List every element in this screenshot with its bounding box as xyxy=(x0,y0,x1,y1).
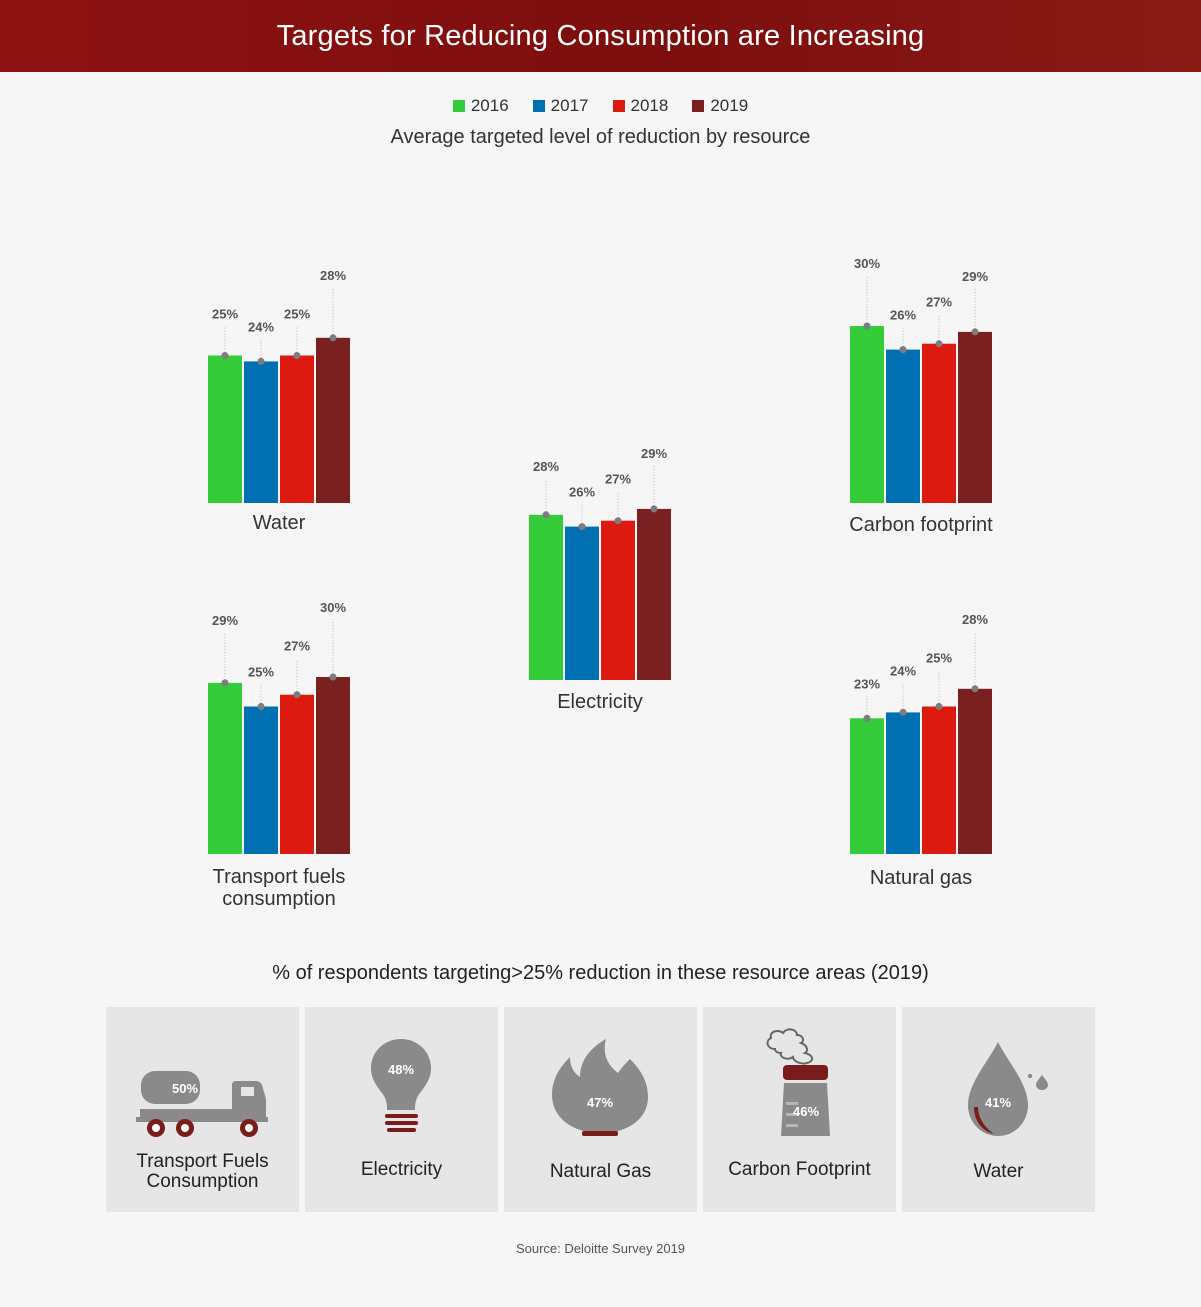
data-label: 28% xyxy=(532,458,560,474)
tile-carbon-footprint xyxy=(703,1007,896,1212)
data-label: 25% xyxy=(211,306,239,322)
value-dot xyxy=(936,340,943,347)
data-label: 28% xyxy=(319,267,347,283)
category-label: Carbon footprint xyxy=(849,514,993,536)
data-label: 27% xyxy=(283,638,311,654)
water-drop-icon xyxy=(902,1007,1095,1147)
value-dot xyxy=(972,328,979,335)
data-label: 29% xyxy=(640,445,668,461)
value-dot xyxy=(258,358,265,365)
tile-label: Electricity xyxy=(360,1159,443,1180)
value-dot xyxy=(579,523,586,530)
chart-title: Average targeted level of reduction by resource xyxy=(390,126,811,148)
data-label: 25% xyxy=(283,306,311,322)
value-dot xyxy=(864,323,871,330)
data-label: 26% xyxy=(889,307,917,323)
value-dot xyxy=(222,352,229,359)
data-label: 27% xyxy=(925,294,953,310)
tile-electricity xyxy=(305,1007,498,1212)
tile-value: 50% xyxy=(171,1081,199,1096)
data-label: 29% xyxy=(211,612,239,628)
data-label: 23% xyxy=(853,676,881,692)
tile-label: Transport Fuels Consumption xyxy=(136,1151,269,1192)
value-dot xyxy=(972,685,979,692)
chimney-icon xyxy=(703,1007,896,1147)
bar-2016 xyxy=(850,326,884,503)
bar-group xyxy=(849,256,993,536)
bar-group xyxy=(529,446,671,713)
tile-natural-gas xyxy=(504,1007,697,1212)
bar-2018 xyxy=(280,356,314,504)
page-title: Targets for Reducing Consumption are Increasing xyxy=(276,19,925,52)
data-label: 30% xyxy=(853,256,881,271)
value-dot xyxy=(936,703,943,710)
bar-2019 xyxy=(316,677,350,854)
bar-group xyxy=(208,600,350,910)
bar-2016 xyxy=(208,683,242,854)
legend-label: 2019 xyxy=(710,96,749,115)
bar-2016 xyxy=(529,515,563,680)
category-label: Natural gas xyxy=(869,867,973,889)
value-dot xyxy=(222,679,229,686)
value-dot xyxy=(651,505,658,512)
legend-label: 2016 xyxy=(470,96,509,115)
bar-2017 xyxy=(886,712,920,854)
legend-label: 2018 xyxy=(630,96,669,115)
bar-2016 xyxy=(850,718,884,854)
data-label: 25% xyxy=(925,650,953,666)
value-dot xyxy=(294,352,301,359)
data-label: 24% xyxy=(889,663,917,679)
bar-2018 xyxy=(601,521,635,680)
bar-group xyxy=(208,268,350,534)
value-dot xyxy=(330,334,337,341)
bar-2017 xyxy=(244,707,278,855)
value-dot xyxy=(900,709,907,716)
value-dot xyxy=(900,346,907,353)
tile-label: Carbon Footprint xyxy=(728,1159,871,1180)
truck-icon xyxy=(106,1007,299,1147)
category-label: Water xyxy=(252,512,306,534)
bar-2017 xyxy=(565,527,599,680)
tile-value: 41% xyxy=(984,1095,1012,1110)
tile-label: Natural Gas xyxy=(549,1161,652,1182)
data-label: 29% xyxy=(961,268,989,284)
category-label: consumption xyxy=(222,888,336,910)
value-dot xyxy=(543,511,550,518)
respondents-title: % of respondents targeting>25% reduction in these resource areas (2019) xyxy=(272,962,929,984)
value-dot xyxy=(615,517,622,524)
bar-2019 xyxy=(958,689,992,854)
value-dot xyxy=(330,674,337,681)
lightbulb-icon xyxy=(305,1007,498,1147)
bar-2019 xyxy=(316,338,350,503)
tile-value: 46% xyxy=(792,1104,820,1119)
data-label: 24% xyxy=(247,319,275,335)
bar-2019 xyxy=(637,509,671,680)
data-label: 26% xyxy=(568,484,596,500)
data-label: 25% xyxy=(247,664,275,680)
tile-label: Water xyxy=(973,1161,1024,1182)
data-label: 28% xyxy=(961,611,989,627)
flame-icon xyxy=(504,1007,697,1147)
value-dot xyxy=(258,703,265,710)
source-note: Source: Deloitte Survey 2019 xyxy=(515,1241,686,1256)
value-dot xyxy=(864,715,871,722)
bar-2016 xyxy=(208,356,242,504)
bar-2017 xyxy=(244,361,278,503)
bar-2018 xyxy=(922,707,956,855)
bar-group xyxy=(850,612,992,889)
data-label: 27% xyxy=(604,471,632,487)
bar-2018 xyxy=(280,695,314,854)
category-label: Electricity xyxy=(557,691,643,713)
category-label: Transport fuels xyxy=(212,866,346,888)
tile-value: 48% xyxy=(387,1062,415,1077)
legend-label: 2017 xyxy=(550,96,589,115)
data-label: 30% xyxy=(319,600,347,615)
tile-transport xyxy=(106,1007,299,1212)
value-dot xyxy=(294,691,301,698)
bar-2018 xyxy=(922,344,956,503)
bar-2017 xyxy=(886,350,920,503)
tile-water xyxy=(902,1007,1095,1212)
bar-2019 xyxy=(958,332,992,503)
tile-value: 47% xyxy=(586,1095,614,1110)
